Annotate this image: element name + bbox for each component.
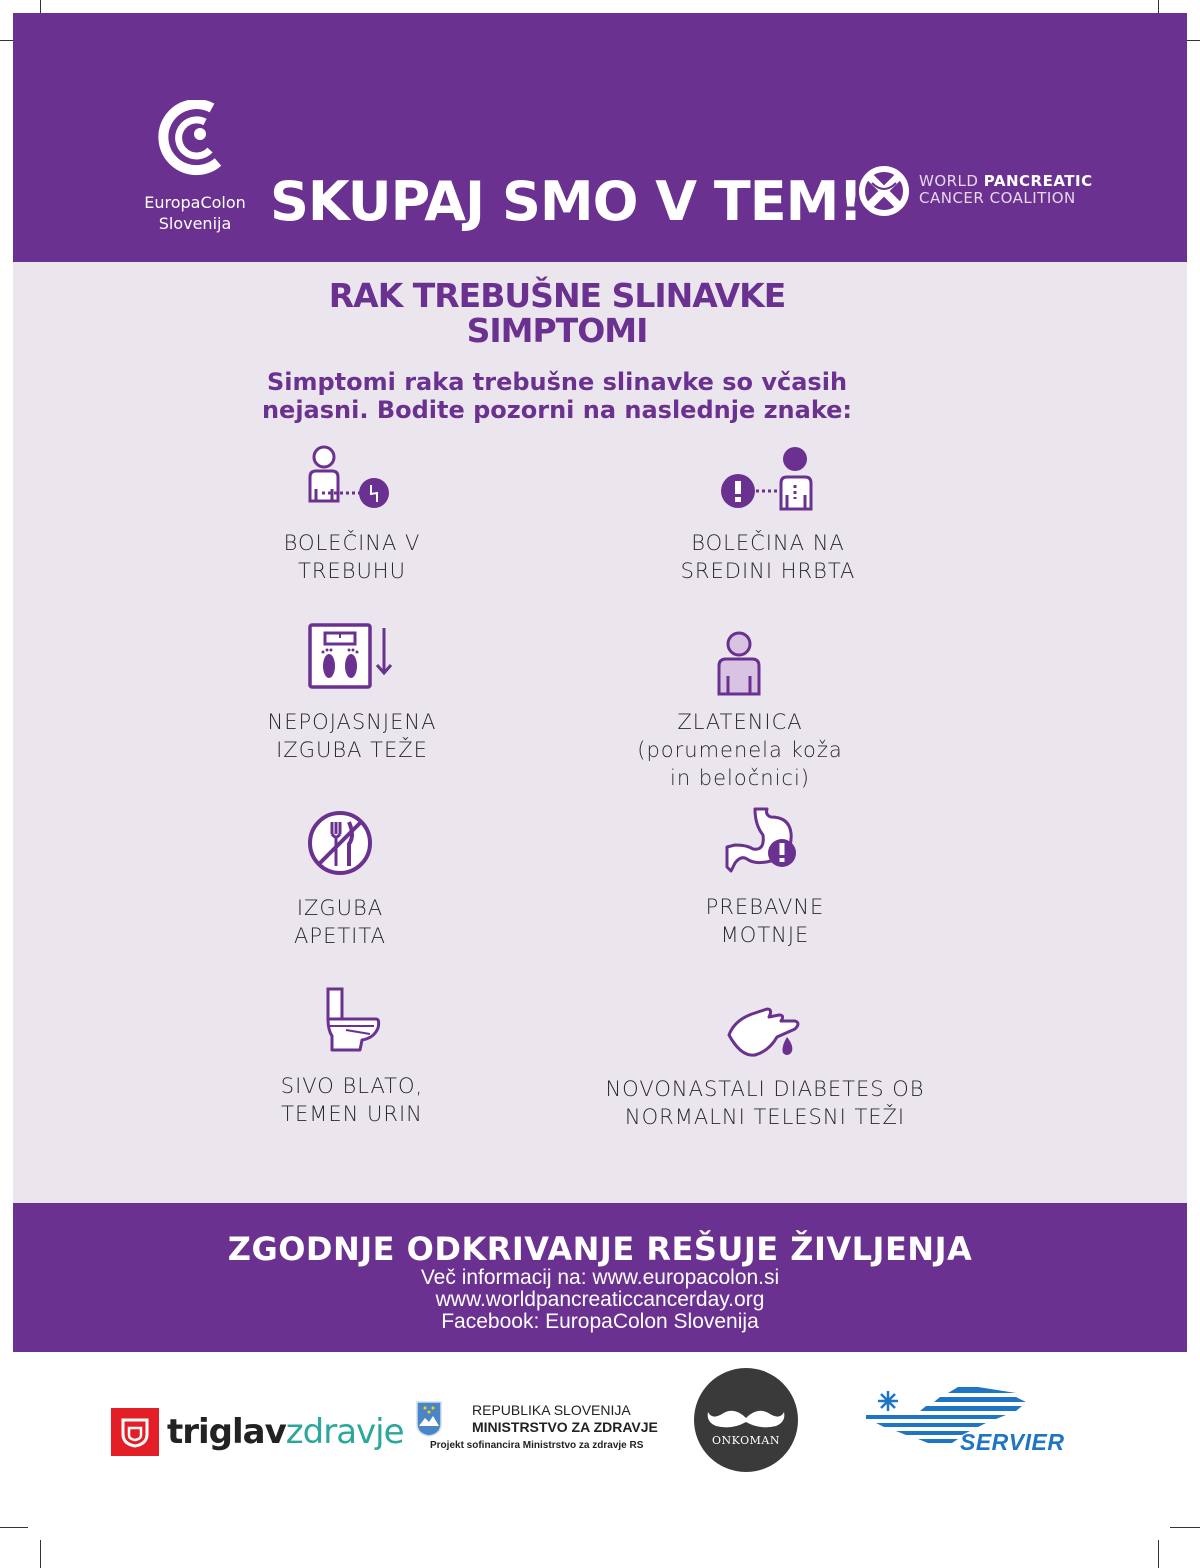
section-title-line1: RAK TREBUŠNE SLINAVKE <box>328 276 786 315</box>
crop-mark <box>1158 1540 1159 1568</box>
sponsor-logos <box>0 1365 1200 1485</box>
finger-blood-drop-icon <box>725 1005 805 1061</box>
crop-mark <box>0 1527 28 1528</box>
campaign-title: SKUPAJ SMO V TEM! <box>270 170 862 233</box>
symptom-label-line: APETITA <box>294 924 386 948</box>
symptom-digestive-disorders <box>565 805 965 949</box>
symptom-label-line: BOLEČINA V <box>283 531 421 555</box>
zdravje-word: zdravje <box>285 1412 404 1452</box>
info-website-europacolon[interactable]: Več informacij na: www.europacolon.si <box>420 1266 780 1289</box>
symptom-label-line: BOLEČINA NA <box>691 531 845 555</box>
intro-text <box>0 368 1114 424</box>
info-facebook[interactable]: Facebook: EuropaColon Slovenija <box>441 1310 759 1333</box>
symptom-label-line: in beločnici) <box>669 766 810 790</box>
symptom-jaundice <box>540 630 940 792</box>
symptom-label-line: IZGUBA TEŽE <box>276 738 428 762</box>
triglav-word: triglav <box>167 1412 286 1452</box>
intro-line2: nejasni. Bodite pozorni na naslednje znake: <box>261 396 853 424</box>
symptom-label-line: PREBAVNE <box>705 895 825 919</box>
footer-banner <box>13 1203 1187 1352</box>
jaundice-person-icon <box>715 630 765 698</box>
footer-slogan: ZGODNJE ODKRIVANJE REŠUJE ŽIVLJENJA <box>227 1230 973 1268</box>
symptom-label-line: NEPOJASNJENA <box>267 710 437 734</box>
symptom-stool-urine <box>152 986 552 1128</box>
symptom-new-diabetes <box>515 1005 1015 1131</box>
back-pain-icon <box>713 443 823 515</box>
footer-info <box>13 1267 1187 1333</box>
symptom-label-line: TREBUHU <box>298 559 406 583</box>
ministry-cofinancing-note: Projekt sofinancira Ministrstvo za zdravje RS <box>430 1440 644 1451</box>
symptom-label-line: MOTNJE <box>720 923 810 947</box>
symptom-label-line: TEMEN URIN <box>281 1102 423 1126</box>
symptom-label-line: NORMALNI TELESNI TEŽI <box>624 1105 906 1129</box>
crop-mark <box>40 1540 41 1568</box>
symptom-label-line: (porumenela koža <box>637 738 843 762</box>
toilet-icon <box>322 986 382 1054</box>
ministry-line1: REPUBLIKA SLOVENIJA <box>472 1402 631 1418</box>
section-title <box>0 278 1114 348</box>
wpcc-logo <box>848 155 1108 225</box>
symptom-label-line: NOVONASTALI DIABETES OB <box>605 1077 925 1101</box>
slovenia-coat-of-arms-icon <box>415 1400 443 1438</box>
no-cutlery-icon <box>305 808 375 878</box>
europacolon-logo-line2: Slovenija <box>158 214 232 233</box>
symptom-label-line: SIVO BLATO, <box>280 1074 424 1098</box>
crop-mark <box>1170 1527 1200 1528</box>
wpcc-word-pancreatic: PANCREATIC <box>983 172 1093 190</box>
symptom-label-line: IZGUBA <box>296 896 384 920</box>
europacolon-c-icon <box>150 100 240 180</box>
onkoman-text: ONKOMAN <box>712 1434 780 1447</box>
abdominal-pain-icon <box>302 443 402 515</box>
servier-logo <box>866 1385 1076 1465</box>
onkoman-logo <box>694 1368 798 1472</box>
ministry-line2: MINISTRSTVO ZA ZDRAVJE <box>472 1419 658 1435</box>
stomach-alert-icon <box>725 805 805 877</box>
europacolon-logo-line1: EuropaColon <box>144 193 246 212</box>
info-website-wpcd[interactable]: www.worldpancreaticcancerday.org <box>435 1288 765 1311</box>
ministry-of-health-logo <box>415 1400 675 1460</box>
symptom-abdominal-pain <box>152 443 552 585</box>
symptom-back-pain <box>568 443 968 585</box>
triglav-emblem-icon <box>111 1408 159 1456</box>
section-title-line2: SIMPTOMI <box>466 311 648 350</box>
symptom-label-line: SREDINI HRBTA <box>680 559 856 583</box>
symptom-label-line: ZLATENICA <box>677 710 803 734</box>
wpcc-line2: CANCER COALITION <box>919 189 1076 207</box>
symptom-loss-of-appetite <box>140 808 540 950</box>
intro-line1: Simptomi raka trebušne slinavke so včasih <box>266 368 848 396</box>
symptom-weight-loss <box>152 622 552 764</box>
wpcc-word-world: WORLD <box>919 172 979 190</box>
weight-loss-scale-icon <box>307 622 397 690</box>
servier-word: SERVIER <box>960 1429 1065 1455</box>
wpcc-ribbon-icon <box>858 165 910 217</box>
europacolon-logo <box>120 100 270 250</box>
